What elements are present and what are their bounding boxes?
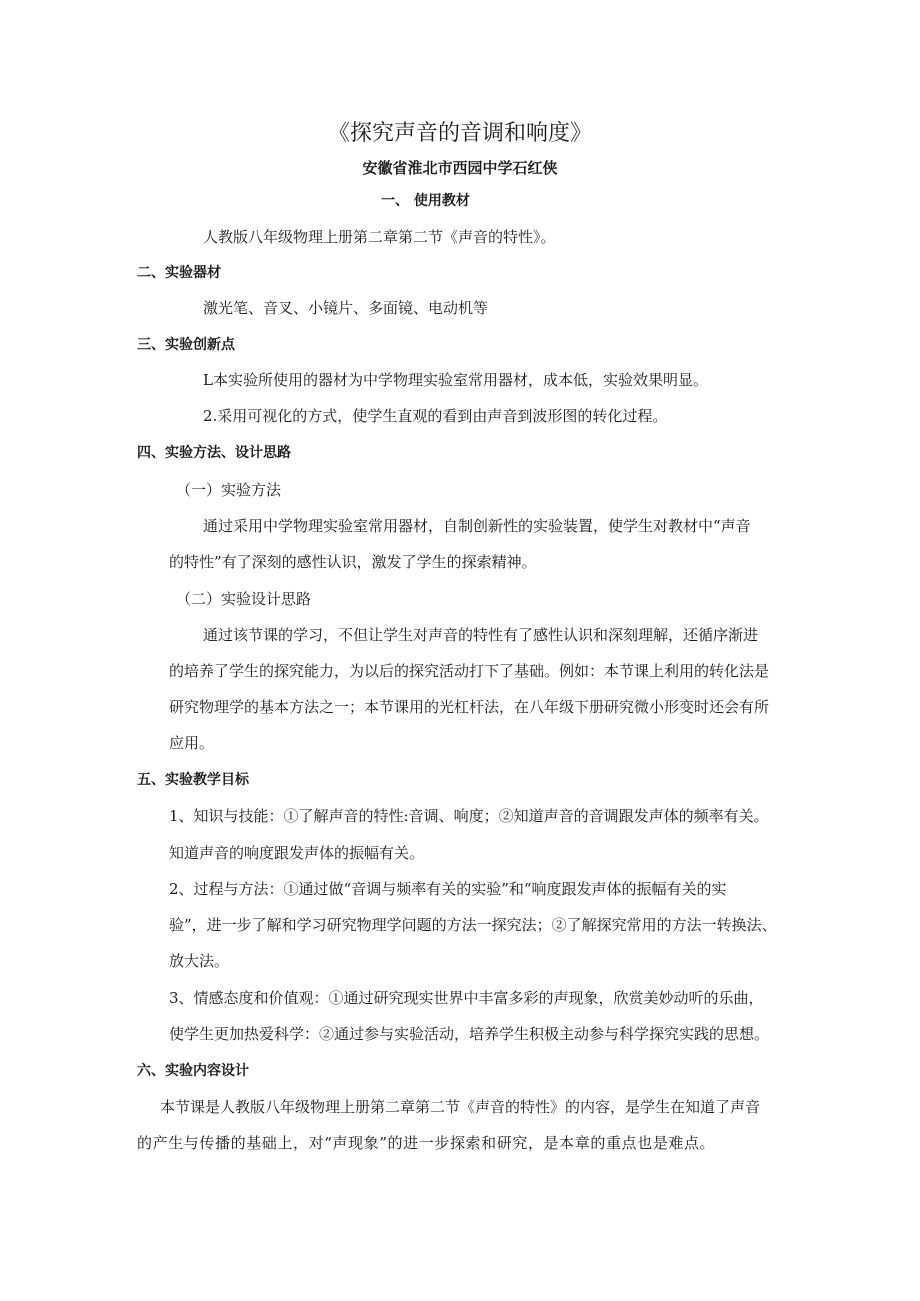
section3-heading: 三、实验创新点 xyxy=(137,337,235,353)
section5-item3-line2: 使学生更加热爱科学：②通过参与实验活动，培养学生积极主动参与科学探究实践的思想。 xyxy=(169,1025,770,1043)
section5-item1-line2: 知道声音的响度跟发声体的振幅有关。 xyxy=(169,844,425,862)
section6-heading: 六、实验内容设计 xyxy=(137,1063,249,1079)
section4-sub2-line4: 应用。 xyxy=(169,734,215,752)
section5-item3-line1: 3、情感态度和价值观：①通过研究现实世界中丰富多彩的声现象，欣赏美妙动听的乐曲， xyxy=(169,989,764,1007)
section5-item2-line1: 2、过程与方法：①通过做“音调与频率有关的实验”和“响度跟发声体的振幅有关的实 xyxy=(169,880,727,898)
section5-item2-line2: 验”，进一步了解和学习研究物理学问题的方法一探究法；②了解探究常用的方法一转换法、 xyxy=(169,916,777,934)
section5-item2-line3: 放大法。 xyxy=(169,952,230,970)
section3-item2: 2.采用可视化的方式，使学生直观的看到由声音到波形图的转化过程。 xyxy=(203,407,668,425)
section4-sub2: （二）实验设计思路 xyxy=(176,590,312,608)
section5-heading: 五、实验教学目标 xyxy=(137,772,249,788)
section4-sub2-line1: 通过该节课的学习，不但让学生对声音的特性有了感性认识和深刻理解，还循序渐进 xyxy=(203,626,759,644)
section4-sub1: （一）实验方法 xyxy=(176,481,282,499)
section4-heading: 四、实验方法、设计思路 xyxy=(137,445,291,461)
section2-text: 激光笔、音叉、小镜片、多面镜、电动机等 xyxy=(203,299,489,317)
section4-sub1-line1: 通过采用中学物理实验室常用器材，自制创新性的实验装置，使学生对教材中“声音 xyxy=(203,517,751,535)
document-title: 《探究声音的音调和响度》 xyxy=(327,121,592,146)
document-author: 安徽省淮北市西园中学石红侠 xyxy=(362,159,558,177)
section5-item1-line1: 1、知识与技能：①了解声音的特性:音调、响度；②知道声音的音调跟发声体的频率有关。 xyxy=(169,807,769,825)
section1-text: 人教版八年级物理上册第二章第二节《声音的特性》。 xyxy=(203,228,556,246)
section6-line2: 的产生与传播的基础上，对“声现象”的进一步探索和研究，是本章的重点也是难点。 xyxy=(137,1134,716,1152)
section3-item1: L本实验所使用的器材为中学物理实验室常用器材，成本低，实验效果明显。 xyxy=(203,371,708,389)
section1-heading: 一、 使用教材 xyxy=(381,193,470,209)
section4-sub2-line2: 的培养了学生的探究能力，为以后的探究活动打下了基础。例如：本节课上利用的转化法是 xyxy=(169,662,770,680)
section2-heading: 二、实验器材 xyxy=(137,265,221,281)
section6-line1: 本节课是人教版八年级物理上册第二章第二节《声音的特性》的内容，是学生在知道了声音 xyxy=(160,1098,761,1116)
section4-sub1-line2: 的特性”有了深刻的感性认识，激发了学生的探索精神。 xyxy=(169,553,537,571)
section4-sub2-line3: 研究物理学的基本方法之一；本节课用的光杠杆法，在八年级下册研究微小形变时还会有所 xyxy=(169,698,770,716)
